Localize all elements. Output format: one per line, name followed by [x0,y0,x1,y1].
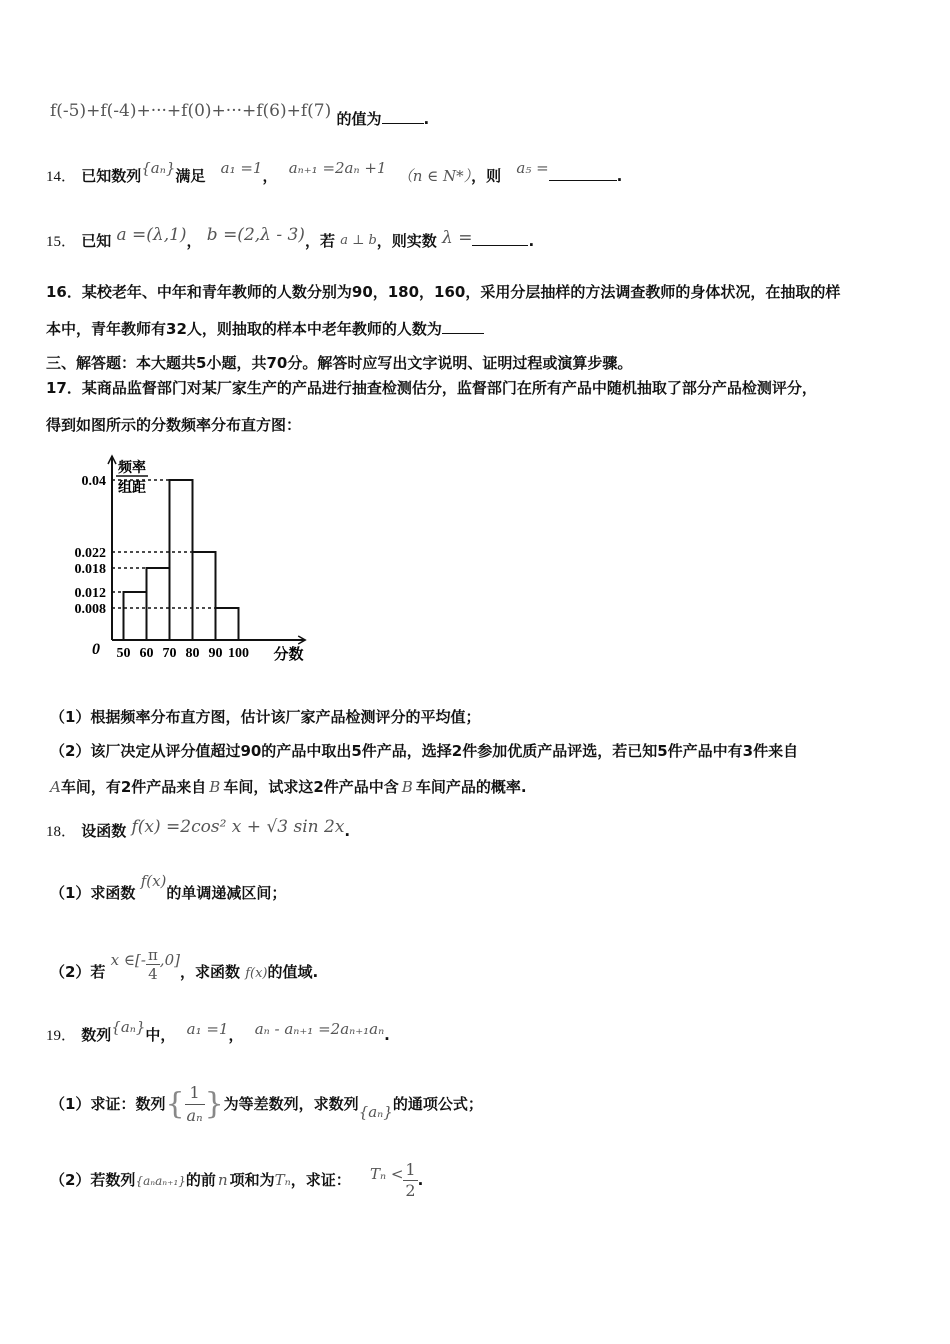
x-tick-label: 50 [116,646,131,661]
q18-part-2 [50,946,319,991]
histogram-bar-4 [193,552,216,640]
q13-expression: f(-5)+f(-4)+···+f(0)+···+f(6)+f(7) [50,101,332,121]
q17-part-2-line-2 [50,776,527,797]
q17-line-2: 得到如图所示的分数频率分布直方图： [46,416,302,434]
q14-condition: （n ∈ N*） [397,167,472,185]
q19-initial: a₁ =1 [186,1020,229,1038]
fraction-denominator: 4 [148,965,158,983]
q19-part-2-text-3: 项和为 [229,1171,275,1189]
histogram-bar-3 [170,480,193,640]
q17-part-2-line-1: （2）该厂决定从评分值超过90的产品中取出5件产品，选择2件参加优质产品评选，若已知5件产品中有3件来自 [50,742,799,760]
q19-n: n [217,1171,228,1189]
q18-dot: . [344,822,351,840]
workshop-a: A [50,778,61,796]
histogram-bar-2 [147,568,170,640]
q16-text: 本中，青年教师有32人，则抽取的样本中老年教师的人数为 [46,320,442,338]
y-tick-label: 0.04 [81,474,106,489]
y-tick-label: 0.012 [74,586,106,601]
q19-part-1-text-2: 为等差数列，求数列 [223,1095,359,1113]
q19-inequality: Tₙ < [369,1165,404,1183]
q19-product-term: aₙaₙ₊₁ [143,1174,179,1188]
right-brace: } [204,1086,224,1122]
q15-answer-blank [472,231,528,246]
q17-text-a: 车间，有2件产品来自 [60,778,207,796]
x-axis-label: 分数 [273,645,304,663]
fraction-numerator: 1 [405,1160,416,1179]
q18-part-2-text: （2）若 [50,963,106,981]
workshop-b: B [209,778,221,796]
q14-text-2: 满足 [175,167,206,185]
q16-line-2 [46,318,484,339]
q19-comma: ， [228,1026,244,1044]
q19-sequence-2: {aₙ} [358,1103,393,1121]
left-brace: { [165,1086,185,1122]
q14-initial-condition: a₁ =1 [220,159,263,177]
q18-domain-right: ,0] [159,951,180,969]
q19-part-2-text: （2）若数列 [50,1171,136,1189]
fraction-denominator: 2 [405,1181,416,1200]
fraction-numerator: 1 [185,1082,205,1105]
q14-comma: ， [262,167,278,185]
q14-recurrence: aₙ₊₁ =2aₙ +1 [288,159,387,177]
q16-line-1: 16．某校老年、中年和青年教师的人数分别为90，180，160，采用分层抽样的方法调查教师的身体状况，在抽取的样 [46,283,841,301]
q15-perp: a ⊥ b [340,233,377,248]
q15-number: 15． [46,234,77,250]
q19-sequence: {aₙ} [111,1018,146,1036]
q13-line: f(-5)+f(-4)+···+f(0)+···+f(6)+f(7) 的值为 . [50,101,430,128]
q18-text: 设函数 [81,822,127,840]
q18-domain-left: x ∈[- [110,951,146,969]
q14-answer-blank [549,166,617,181]
workshop-b-2: B [401,778,413,796]
q14-ask: a₅ = [516,159,549,177]
y-label-top: 频率 [118,460,146,476]
q18-part-1-text-2: 的单调递减区间； [166,884,287,902]
q18-part-2-text-3: 的值域. [267,963,319,981]
q19-part-2 [50,1155,423,1205]
q19-dot: . [384,1026,390,1044]
y-tick-label: 0.022 [74,546,106,561]
q19-part-2-text-2: 的前 [185,1171,216,1189]
q17-line-1: 17．某商品监督部门对某厂家生产的产品进行抽查检测估分，监督部门在所有产品中随机抽取了部分产品检测评分， [46,379,817,397]
histogram-bar-1 [124,592,147,640]
q19-reciprocal [185,1082,205,1127]
origin-label: 0 [92,641,100,658]
q13-answer-blank [382,109,424,124]
q17-text-c: 车间产品的概率. [415,778,527,796]
q14-number: 14． [46,169,77,185]
q19-text: 数列 [81,1026,112,1044]
q19-part-1 [50,1074,483,1134]
q19-part-1-text-3: 的通项公式； [392,1095,483,1113]
x-tick-label: 70 [162,646,177,661]
q15-text-3: ，则实数 [376,232,437,250]
y-label-bottom: 组距 [118,480,146,496]
fraction-denominator: aₙ [186,1106,203,1125]
q15-vector-b: b =(2,λ - 3) [206,225,305,245]
q18-fx-2: f(x) [245,966,268,981]
q19-part-2-text-4: ，求证： [290,1171,351,1189]
x-tick-label: 90 [208,646,223,661]
x-tick-label: 60 [139,646,154,661]
histogram-bar-5 [216,608,239,640]
q18-part-2-text-2: ，求函数 [179,963,240,981]
q18-pi-over-4 [146,946,160,983]
q19-one-half [403,1160,417,1201]
y-tick-label: 0.008 [74,602,106,617]
q19-part-1-text: （1）求证：数列 [50,1095,166,1113]
q15-vector-a: a =(λ,1) [116,225,187,245]
q19-text-2: 中， [145,1026,176,1044]
q18-part-1 [50,872,287,903]
q17-text-b: 车间，试求这2件产品中含 [223,778,399,796]
q15-text: 已知 [81,232,112,250]
q13-suffix: 的值为 [336,110,382,128]
q14-text-3: ，则 [471,167,502,185]
frequency-histogram [60,450,310,675]
q17-part-1: （1）根据频率分布直方图，估计该厂家产品检测评分的平均值； [50,708,481,726]
q19-recurrence: aₙ - aₙ₊₁ =2aₙ₊₁aₙ [254,1020,385,1038]
q18-line [46,817,351,841]
q14-text: 已知数列 [81,167,142,185]
q16-answer-blank [442,319,484,334]
y-tick-label: 0.018 [74,562,106,577]
section-3-heading: 三、解答题：本大题共5小题，共70分。解答时应写出文字说明、证明过程或演算步骤。 [46,354,633,372]
q19-sequence-2-term: aₙ [368,1103,384,1121]
q19-number: 19． [46,1028,77,1044]
q14-line: 14． 已知数列{aₙ}满足 a₁ =1， aₙ₊₁ =2aₙ +1 （n ∈ N*），则 a₅ = . [46,159,623,185]
q18-function: f(x) =2cos² x + √3 sin 2x [131,817,345,837]
q14-sequence: {aₙ} [141,159,176,177]
x-tick-label: 80 [185,646,200,661]
q15-line: 15． 已知 a =(λ,1)， b =(2,λ - 3)，若 a ⊥ b，则实数 λ = . [46,225,535,250]
q19-Tn: Tₙ [274,1171,291,1189]
q19-sequence-term: aₙ [120,1018,136,1036]
x-tick-label: 100 [228,646,249,661]
q18-part-1-text: （1）求函数 [50,884,136,902]
fraction-numerator: π [147,946,158,964]
q19-line [46,1018,390,1045]
q15-text-2: ，若 [304,232,335,250]
q19-product-sequence: {aₙaₙ₊₁} [135,1174,186,1188]
q19-period: . [417,1171,424,1189]
q18-fx: f(x) [140,872,167,890]
q15-lambda: λ = [442,228,473,248]
q18-number: 18． [46,824,77,840]
